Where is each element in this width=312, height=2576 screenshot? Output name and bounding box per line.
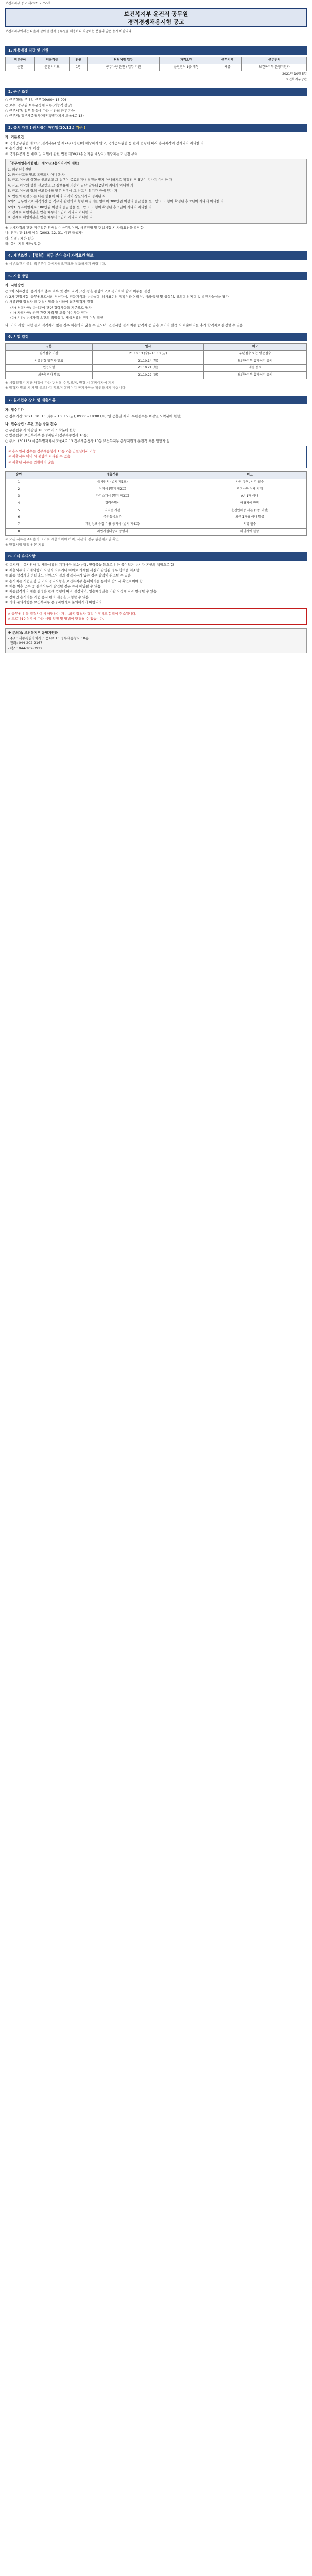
schedule-row: [6, 365, 307, 372]
schedule-row: [6, 350, 307, 358]
recruit-header-cell: 담당예정 업무: [88, 57, 160, 64]
recruit-cell: 세종: [213, 64, 242, 71]
documents-cell: 자기소개서 (별지 제3호): [32, 493, 193, 500]
etc-item: ⑥ 최종합격자의 채용 결정은 관계 법령에 따라 결정되며, 임용예정일은 기관 사정에 따라 변경될 수 있음: [5, 589, 157, 594]
documents-row: [6, 528, 307, 535]
caution-item: ※ 코로나19 상황에 따라 시험 일정 및 방법이 변경될 수 있습니다.: [8, 617, 105, 621]
apply-place-item: ○ 우편접수 시 마감일 18:00까지 도착분에 한함: [5, 428, 76, 432]
documents-cell: 7: [6, 521, 32, 529]
qual-item: ① 국가공무원법 제33조(결격사유) 및 제74조(정년)에 해당하지 않고, 국가공무원법 등 관계 법령에 따라 응시자격이 정지되지 아니한 자: [5, 141, 204, 145]
documents-cell: 최근 1개월 이내 발급: [193, 514, 307, 521]
qual-note-list: [5, 226, 307, 247]
section-qualification: [5, 124, 307, 132]
documents-cell: 6: [6, 514, 32, 521]
documents-cell: 5: [6, 507, 32, 514]
documents-cell: 해당자에 한함: [193, 528, 307, 535]
section-method: 5. 시험 방법: [5, 272, 307, 280]
etc-item: ⑦ 장애인 응시자는 시험 응시 편의 제공을 요청할 수 있음: [5, 595, 89, 599]
documents-row: [6, 493, 307, 500]
exclusion-item: 4. 금고 이상의 형을 선고받고 그 집행유예 기간이 끝난 날부터 2년이 지나지 아니한 자: [8, 183, 134, 188]
recruit-cell: 보건복지부 운영지원과: [242, 64, 307, 71]
documents-cell: 2: [6, 486, 32, 493]
documents-cell: 8: [6, 528, 32, 535]
method-sub-list: [5, 306, 307, 321]
recruit-cell: 운전: [6, 64, 35, 71]
method-note: 나. 기타 사항: 시험 결과 적격자가 없는 경우 채용하지 않을 수 있으며, 면접시험 결과 최종 합격자 중 임용 포기자 발생 시 차순위자를 추가 합격자로 결정할 수 있음: [5, 323, 243, 327]
schedule-cell: 우편접수 또는 방문접수: [204, 350, 307, 358]
caution-box: [5, 608, 307, 625]
schedule-cell: 서류전형 합격자 발표: [6, 358, 93, 365]
recruit-header-cell: 자격요건: [160, 57, 213, 64]
apply-period: ○ 접수기간: 2021. 10. 13.(수) ~ 10. 15.(금), 09:00~18:00 (토요일·공휴일 제외, 우편접수는 마감일 도착분에 한함): [5, 414, 182, 418]
exclusion-box: [5, 159, 307, 224]
schedule-table: [5, 343, 307, 379]
documents-row: [6, 500, 307, 507]
documents-cell: 사진 부착, 서명 필수: [193, 479, 307, 486]
documents-cell: A4 1매 이내: [193, 493, 307, 500]
method-item: ○ 2차 면접시험: 공무원으로서의 정신자세, 전문지식과 응용능력, 의사표현의 정확성과 논리성, 예의·품행 및 성실성, 창의력·의지력 및 발전가능성을 평가: [5, 294, 229, 299]
schedule-note-item: ※ 시험일정은 기관 사정에 따라 변경될 수 있으며, 변경 시 홈페이지에 게시: [5, 380, 115, 385]
section-work-conditions: 2. 근무 조건: [5, 88, 307, 96]
work-condition-item: ○ 근무형태: 주 5일 근무(09:00~18:00): [5, 97, 66, 102]
work-condition-list: [5, 98, 307, 119]
qual-title: 가. 기본요건: [5, 135, 24, 140]
recruit-table: [5, 57, 307, 71]
schedule-header-cell: 구분: [6, 344, 93, 351]
documents-note-item: ※ 모든 서류는 A4 용지 크기로 제출하여야 하며, 사본의 경우 원본대조필 확인: [5, 537, 119, 541]
documents-header-cell: 제출서류: [32, 472, 193, 479]
qual-note-item: 나. 연령: 만 18세 이상 (2003. 12. 31. 이전 출생자): [5, 231, 83, 235]
apply-box-item: ※ 제출된 서류는 반환하지 않음: [8, 460, 55, 464]
schedule-header-cell: 비고: [204, 344, 307, 351]
qual-note-item: 다. 성별 : 제한 없음: [5, 236, 34, 241]
documents-cell: 3: [6, 493, 32, 500]
qual-item: ② 응시연령: 18세 이상: [5, 146, 40, 151]
method-item: ○ 1차 서류전형: 응시자격 충족 여부 및 경력·자격 요건 등을 종합적으로 평가하여 합격 여부를 결정: [5, 289, 150, 294]
documents-cell: 경력증명서: [32, 500, 193, 507]
caution-item: ※ 공무원 임용 결격사유에 해당하는 자는 최종 합격자 결정 이후에도 합격이 취소됩니다.: [8, 611, 137, 616]
documents-header-cell: 순번: [6, 472, 32, 479]
documents-cell: 4: [6, 500, 32, 507]
documents-row: [6, 479, 307, 486]
documents-cell: 경력사항 상세 기재: [193, 486, 307, 493]
schedule-cell: 면접시험: [6, 365, 93, 372]
documents-cell: 이력서 (별지 제2호): [32, 486, 193, 493]
section-application: 7. 원서접수 장소 및 제출서류: [5, 396, 307, 404]
exclusion-item: 7. 징계로 파면처분을 받은 때부터 5년이 지나지 아니한 자: [8, 210, 93, 214]
schedule-cell: 21.10.13.(수)~10.13.(금): [92, 350, 203, 358]
method-sub-item: (나) 자격사항: 운전 관련 자격 및 교육 이수사항 평가: [10, 310, 88, 315]
documents-cell: 개인정보 수집·이용 동의서 (별지 제4호): [32, 521, 193, 529]
lead-text: 보건복지부에서는 다음과 같이 운전직 공무원을 채용하니 희망하는 분들의 많은 응시 바랍니다.: [5, 30, 133, 33]
contact-title: ※ 문의처: 보건복지부 운영지원과: [8, 630, 58, 635]
apply-title: 가. 접수기간: [5, 407, 24, 412]
recruit-header-cell: 직류분야: [6, 57, 35, 64]
documents-row: [6, 507, 307, 514]
documents-cell: 주민등록초본: [32, 514, 193, 521]
documents-cell: 1: [6, 479, 32, 486]
exclusion-item: 2. 파산선고를 받고 복권되지 아니한 자: [8, 172, 65, 177]
section-schedule: 6. 시험 일정: [5, 333, 307, 341]
schedule-cell: 보건복지부 홈페이지 공지: [204, 358, 307, 365]
documents-note-list: [5, 537, 307, 548]
documents-row: [6, 514, 307, 521]
method-sub-item: (다) 기타: 응시자격 요건의 적합성 및 제출서류의 진위여부 확인: [10, 316, 103, 320]
recruit-header-cell: 임용직급: [34, 57, 70, 64]
exclusion-list: [8, 167, 304, 221]
schedule-cell: 개별 통보: [204, 365, 307, 372]
section-detail: 4. 세부조건 : 【별첨】 직무 분야 응시 자격요건 참조: [5, 251, 307, 260]
apply-box: [5, 446, 307, 468]
documents-header-cell: 비고: [193, 472, 307, 479]
documents-cell: 해당자에 한함: [193, 500, 307, 507]
section-qualification-suffix: 기준 ): [75, 126, 86, 130]
schedule-cell: 21.10.22.(금): [92, 372, 203, 379]
exclusion-title: 「공무원임용시험령」 제51조(응시자격의 제한): [8, 161, 80, 166]
qual-list: [5, 141, 307, 157]
exclusion-item: 5. 금고 이상의 형의 선고유예를 받은 경우에 그 선고유예 기간 중에 있는 자: [8, 189, 118, 193]
etc-item: ③ 최종 합격자라 하더라도 신원조사 결과 결격사유가 있는 경우 합격이 취소될 수 있음: [5, 573, 131, 578]
apply-place-title: 나. 접수방법 : 우편 또는 방문 접수: [5, 422, 57, 427]
publication-number: 보건복지부 공고 제2021 - 755호: [5, 2, 51, 5]
recruit-cell: 운전면허 1종 대형: [160, 64, 213, 71]
documents-cell: 자격증 사본: [32, 507, 193, 514]
notice-title-box: [5, 8, 307, 27]
documents-table: [5, 471, 307, 535]
exclusion-item: 6의2. 공무원으로 재직기간 중 직무와 관련하여 횡령·배임죄를 범하여 300만원 이상의 벌금형을 선고받고 그 형이 확정된 후 2년이 지나지 아니한 자: [8, 199, 224, 204]
work-condition-item: ○ 보수: 공무원 보수규정에 따름(기능직 상당): [5, 103, 73, 108]
schedule-cell: 보건복지부 홈페이지 공지: [204, 372, 307, 379]
work-condition-item: ○ 근무시간: 업무 특성에 따라 시간외 근무 가능: [5, 108, 75, 113]
method-title: 가. 시험방법: [5, 283, 24, 287]
documents-row: [6, 521, 307, 529]
qual-item: ③ 국가유공자 등 예우 및 지원에 관한 법률 제30조(취업지원 대상자) 해당자는 가산점 부여: [5, 151, 138, 156]
documents-note-item: ※ 면접시험 당일 원본 지참: [5, 542, 45, 547]
method-sub-item: (가) 경력사항: 응시분야 관련 경력사항을 기준으로 평가: [10, 305, 92, 310]
qual-note-item: 라. 응시 지역 제한: 없음: [5, 242, 41, 246]
schedule-row: [6, 358, 307, 365]
etc-item: ② 제출서류의 기재사항이 사실과 다르거나 허위로 기재한 사실이 판명될 경우 합격을 취소함: [5, 568, 140, 572]
etc-item: ⑤ 채용 이후 근무 중 결격사유가 발견될 경우 즉시 해임될 수 있음: [5, 584, 101, 589]
schedule-row: [6, 372, 307, 379]
schedule-header-cell: 일시: [92, 344, 203, 351]
documents-cell: 취업지원대상자 증명서: [32, 528, 193, 535]
schedule-note-list: [5, 381, 307, 391]
documents-row: [6, 486, 307, 493]
exclusion-item: 6. 법원의 판결 또는 다른 법률에 따라 자격이 상실되거나 정지된 자: [8, 194, 106, 198]
notice-title-line1: 보건복지부 운전직 공무원: [124, 11, 188, 18]
schedule-cell: 최종합격자 발표: [6, 372, 93, 379]
recruit-cell: 공무차량 운전 / 업무 지원: [88, 64, 160, 71]
notice-title-line2: 경력경쟁채용시험 공고: [127, 18, 185, 25]
detail-note: ※ 세부조건은 붙임 직무분야 응시자격요건표를 참조하시기 바랍니다.: [5, 262, 106, 266]
schedule-cell: 원서접수 기간: [6, 350, 93, 358]
apply-box-item: ※ 응시원서 접수는 정부세종청사 10동 2층 민원실에서 가능: [8, 449, 96, 454]
recruit-header-cell: 근무부서: [242, 57, 307, 64]
exclusion-item: 3. 금고 이상의 실형을 선고받고 그 집행이 종료되거나 집행을 받지 아니하기로 확정된 후 5년이 지나지 아니한 자: [8, 178, 172, 182]
apply-box-item: ※ 제출서류 미비 시 불합격 처리될 수 있음: [8, 454, 71, 459]
work-condition-item: ○ 근무지: 정부세종청사(세종특별자치시 도움4로 13): [5, 114, 84, 118]
contact-fax: - 팩스: 044-202-3922: [8, 646, 43, 650]
exclusion-item: 8. 징계로 해임처분을 받은 때부터 3년이 지나지 아니한 자: [8, 215, 93, 220]
schedule-cell: 21.10.21.(목): [92, 365, 203, 372]
etc-item: ④ 응시자는 시험일정 및 기타 공지사항을 보건복지부 홈페이지를 통하여 반드시 확인하여야 함: [5, 579, 143, 583]
etc-list: [5, 563, 307, 605]
documents-cell: 응시원서 (별지 제1호): [32, 479, 193, 486]
documents-cell: 서명 필수: [193, 521, 307, 529]
recruit-header-cell: 인원: [70, 57, 88, 64]
apply-place-item: ○ 주소: (30113) 세종특별자치시 도움4로 13 정부세종청사 10동 보건복지부 운영지원과 운전직 채용 담당자 앞: [5, 438, 170, 443]
method-item: ○ 서류전형 합격자 중 면접시험을 실시하여 최종합격자 결정: [5, 300, 93, 304]
contact-address: - 주소: 세종특별자치시 도움4로 13 정부세종청사 10동: [8, 636, 89, 640]
recruit-cell: 1명: [70, 64, 88, 71]
etc-item: ① 응시자는 응시원서 및 제출서류의 기재사항 착오·누락, 연락불능 등으로 인한 불이익은 응시자 본인의 책임으로 함: [5, 563, 174, 567]
apply-place-item: ○ 방문접수: 보건복지부 운영지원과(정부세종청사 10동): [5, 433, 89, 438]
method-list: [5, 289, 307, 304]
notice-date: 2021년 10월 5일: [282, 72, 307, 76]
section-recruit: 1. 채용예정 직급 및 인원: [5, 46, 307, 55]
documents-cell: 운전면허증 사본 (1종 대형): [193, 507, 307, 514]
section-qualification-label: 3. 응시 자격 ( 원서접수 마감일(10.13.): [8, 126, 75, 130]
schedule-note-item: ※ 합격자 발표 시 개별 통보하지 않으며 홈페이지 공지사항을 확인하시기 바랍니다.: [5, 386, 127, 391]
exclusion-item: 6의3. 성폭력범죄로 100만원 이상의 벌금형을 선고받고 그 형이 확정된 후 3년이 지나지 아니한 자: [8, 205, 152, 209]
contact-box: [5, 628, 307, 654]
notice-org: 보건복지부장관: [286, 78, 307, 82]
contact-phone: - 전화: 044-202-2167: [8, 641, 43, 646]
recruit-cell: 운전서기보: [34, 64, 70, 71]
exclusion-item: 1. 피성년후견인: [8, 167, 31, 172]
section-etc: 8. 기타 유의사항: [5, 552, 307, 561]
etc-item: ⑧ 기타 문의사항은 보건복지부 운영지원과로 문의하시기 바랍니다.: [5, 600, 103, 605]
apply-place-list: [5, 428, 307, 444]
schedule-cell: 21.10.14.(목): [92, 358, 203, 365]
qual-note-item: ※ 응시자격의 판단 기준일은 원서접수 마감일이며, 서류전형 및 면접시험 시 자격요건을 확인함: [5, 225, 144, 230]
recruit-header-cell: 근무지역: [213, 57, 242, 64]
